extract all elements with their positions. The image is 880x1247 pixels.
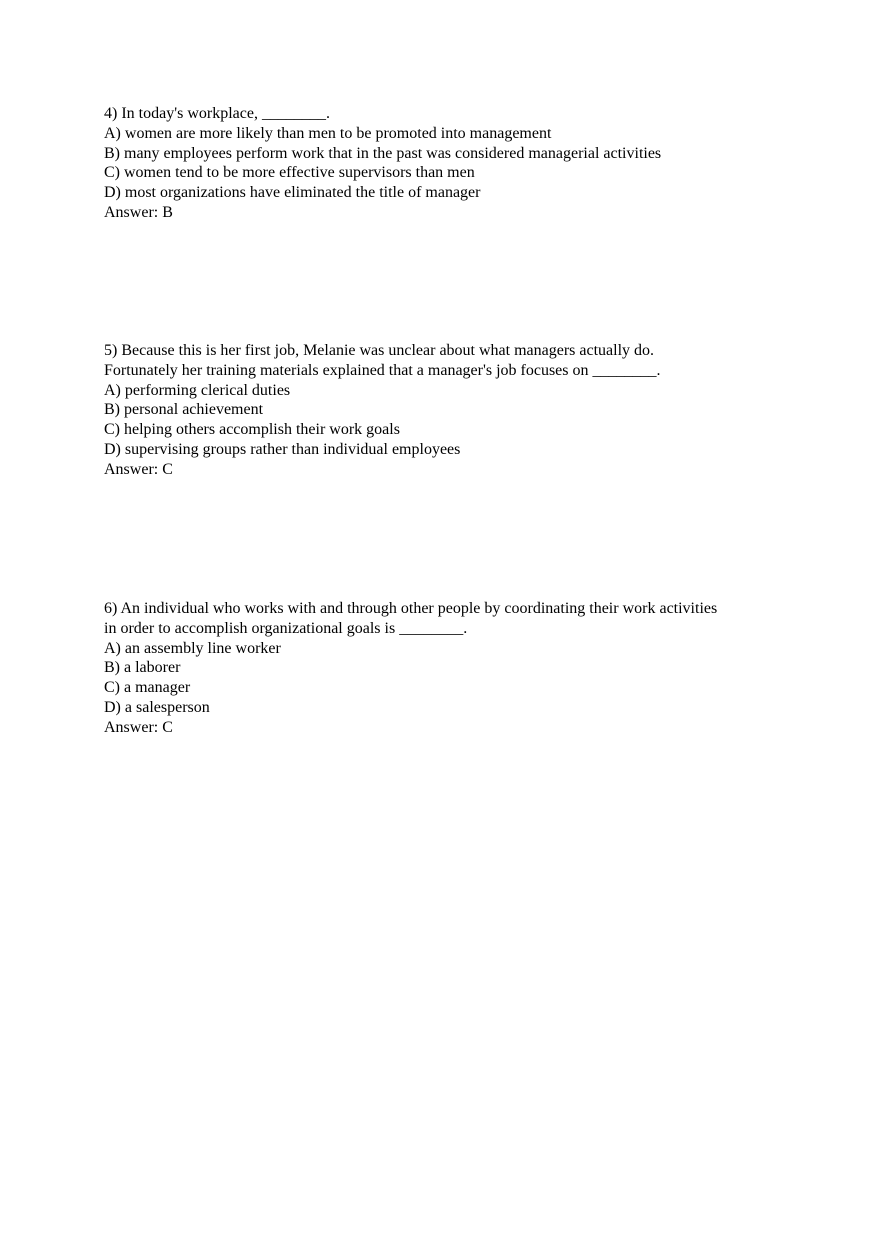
option-a: A) an assembly line worker [104, 639, 281, 657]
option-b: B) personal achievement [104, 401, 264, 419]
option-a: A) women are more likely than men to be promoted into management [104, 124, 552, 142]
answer: Answer: C [104, 718, 173, 736]
option-b: B) many employees perform work that in the past was considered managerial activities [104, 144, 662, 162]
option-d: D) supervising groups rather than individual employees [104, 440, 461, 458]
question-stem: 6) An individual who works with and through other people by coordinating their work activities [104, 600, 718, 617]
option-c: C) helping others accomplish their work goals [104, 421, 400, 439]
question-stem: 5) Because this is her first job, Melanie was unclear about what managers actually do. [104, 342, 655, 359]
option-a: A) performing clerical duties [104, 381, 291, 399]
option-d: D) a salesperson [104, 698, 210, 716]
option-c: C) women tend to be more effective supervisors than men [104, 164, 475, 182]
question-stem-continued: Fortunately her training materials explained that a manager's job focuses on ________. [104, 361, 661, 379]
answer: Answer: C [104, 460, 173, 478]
option-c: C) a manager [104, 679, 191, 697]
question-5 [104, 341, 804, 480]
option-b: B) a laborer [104, 659, 181, 677]
question-stem: 4) In today's workplace, ________. [104, 105, 330, 122]
question-6 [104, 599, 804, 738]
answer: Answer: B [104, 203, 173, 221]
option-d: D) most organizations have eliminated the title of manager [104, 184, 481, 202]
question-stem-continued: in order to accomplish organizational goals is ________. [104, 619, 468, 637]
question-4 [104, 104, 804, 223]
